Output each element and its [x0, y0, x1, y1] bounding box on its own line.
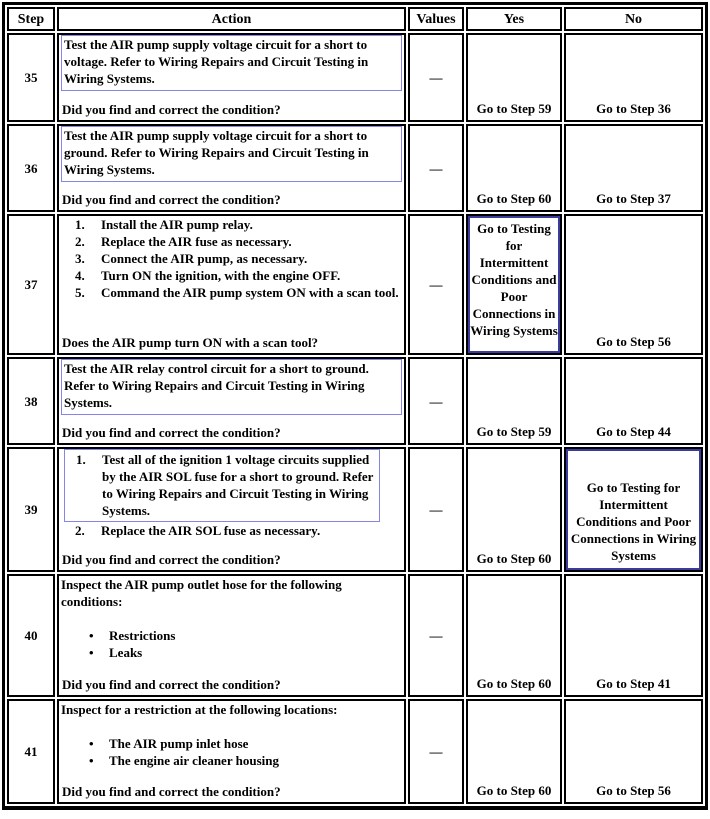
table-row-step-37 — [7, 214, 703, 355]
step-cell: 40 — [7, 574, 55, 697]
list-item-number: 5. — [75, 285, 85, 300]
bullet-list — [61, 627, 402, 661]
list-item — [75, 216, 402, 233]
question-text: Did you find and correct the condition? — [62, 425, 281, 440]
action-content — [61, 576, 402, 661]
numbered-list — [61, 449, 402, 539]
no-cell: Go to Step 37 — [564, 124, 703, 212]
bullet-icon: • — [89, 628, 94, 643]
list-item — [89, 752, 402, 769]
list-item-number: 1. — [75, 217, 85, 232]
yes-cell: Go to Step 60 — [466, 699, 562, 804]
no-cell: Go to Step 44 — [564, 357, 703, 445]
step-cell: 37 — [7, 214, 55, 355]
column-header-yes: Yes — [466, 7, 562, 31]
values-cell: — — [408, 447, 464, 572]
step-cell: 41 — [7, 699, 55, 804]
step-cell: 36 — [7, 124, 55, 212]
list-item-number: 1. — [76, 452, 86, 467]
table-row-step-35 — [7, 33, 703, 122]
step-cell: 39 — [7, 447, 55, 572]
diagnostic-table — [2, 2, 708, 810]
list-item — [75, 522, 402, 539]
list-item-text: Connect the AIR pump, as necessary. — [101, 251, 308, 266]
list-item-text: Replace the AIR SOL fuse as necessary. — [101, 523, 321, 538]
header-row — [7, 7, 703, 31]
action-cell — [57, 447, 406, 572]
table-row-step-40 — [7, 574, 703, 697]
values-cell: — — [408, 33, 464, 122]
question-text: Did you find and correct the condition? — [62, 677, 281, 692]
yes-cell: Go to Step 60 — [466, 124, 562, 212]
list-item-text: Test all of the ignition 1 voltage circuits supplied by the AIR SOL fuse for a short to ground. Refer to Wiring Repairs and Circuit Testing in Wiring Systems. — [102, 452, 374, 518]
question-text: Did you find and correct the condition? — [62, 192, 281, 207]
list-item — [75, 267, 402, 284]
action-cell — [57, 699, 406, 804]
action-cell — [57, 214, 406, 355]
question-text: Does the AIR pump turn ON with a scan tool? — [62, 335, 319, 350]
action-intro-text: Inspect for a restriction at the following locations: — [61, 702, 338, 717]
link-highlight-box[interactable]: Test the AIR pump supply voltage circuit for a short to ground. Refer to Wiring Repairs and Circuit Testing in Wiring Systems. — [61, 126, 402, 182]
values-cell: — — [408, 699, 464, 804]
action-cell — [57, 574, 406, 697]
bullet-icon: • — [89, 736, 94, 751]
action-content — [61, 701, 402, 769]
action-cell — [57, 124, 406, 212]
values-cell: — — [408, 124, 464, 212]
table-row-step-36 — [7, 124, 703, 212]
list-item-text: Turn ON the ignition, with the engine OFF. — [101, 268, 341, 283]
no-cell: Go to Step 41 — [564, 574, 703, 697]
yes-cell — [466, 214, 562, 355]
bullet-list — [61, 735, 402, 769]
column-header-action: Action — [57, 7, 406, 31]
list-item-number: 2. — [75, 523, 85, 538]
list-item — [89, 735, 402, 752]
list-item — [76, 451, 379, 519]
yes-cell: Go to Step 60 — [466, 447, 562, 572]
link-outline-box[interactable]: Go to Testing for Intermittent Conditions and Poor Connections in Wiring Systems — [468, 216, 560, 353]
link-highlight-box[interactable]: Test the AIR pump supply voltage circuit for a short to voltage. Refer to Wiring Repairs and Circuit Testing in Wiring Systems. — [61, 35, 402, 91]
link-outline-box[interactable]: Go to Testing for Intermittent Conditions and Poor Connections in Wiring Systems — [566, 449, 701, 570]
link-highlight-box[interactable] — [64, 449, 380, 522]
values-cell: — — [408, 214, 464, 355]
question-text: Did you find and correct the condition? — [62, 102, 281, 117]
no-cell: Go to Step 36 — [564, 33, 703, 122]
table-row-step-41 — [7, 699, 703, 804]
step-cell: 38 — [7, 357, 55, 445]
list-item — [75, 250, 402, 267]
bullet-icon: • — [89, 753, 94, 768]
yes-cell: Go to Step 59 — [466, 33, 562, 122]
yes-cell: Go to Step 59 — [466, 357, 562, 445]
bullet-icon: • — [89, 645, 94, 660]
link-highlight-box[interactable]: Test the AIR relay control circuit for a short to ground. Refer to Wiring Repairs and Circuit Testing in Wiring Systems. — [61, 359, 402, 415]
yes-cell: Go to Step 60 — [466, 574, 562, 697]
values-cell: — — [408, 574, 464, 697]
question-text: Did you find and correct the condition? — [62, 552, 281, 567]
list-item-text: The AIR pump inlet hose — [109, 736, 249, 751]
list-item-number: 4. — [75, 268, 85, 283]
list-item-text: Install the AIR pump relay. — [101, 217, 253, 232]
table-row-step-38 — [7, 357, 703, 445]
no-cell: Go to Step 56 — [564, 214, 703, 355]
numbered-list — [61, 216, 402, 301]
list-item-number: 3. — [75, 251, 85, 266]
no-cell — [564, 447, 703, 572]
step-cell: 35 — [7, 33, 55, 122]
list-item — [75, 284, 402, 301]
column-header-no: No — [564, 7, 703, 31]
list-item-text: The engine air cleaner housing — [109, 753, 279, 768]
list-item — [89, 644, 402, 661]
action-cell — [57, 357, 406, 445]
action-cell — [57, 33, 406, 122]
column-header-values: Values — [408, 7, 464, 31]
question-text: Did you find and correct the condition? — [62, 784, 281, 799]
list-item — [75, 233, 402, 250]
no-cell: Go to Step 56 — [564, 699, 703, 804]
list-item-text: Leaks — [109, 645, 143, 660]
list-item — [89, 627, 402, 644]
values-cell: — — [408, 357, 464, 445]
action-intro-text: Inspect the AIR pump outlet hose for the following conditions: — [61, 577, 342, 609]
list-item-text: Command the AIR pump system ON with a scan tool. — [101, 285, 399, 300]
list-item-text: Restrictions — [109, 628, 176, 643]
column-header-step: Step — [7, 7, 55, 31]
list-item-number: 2. — [75, 234, 85, 249]
table-row-step-39 — [7, 447, 703, 572]
list-item-text: Replace the AIR fuse as necessary. — [101, 234, 292, 249]
